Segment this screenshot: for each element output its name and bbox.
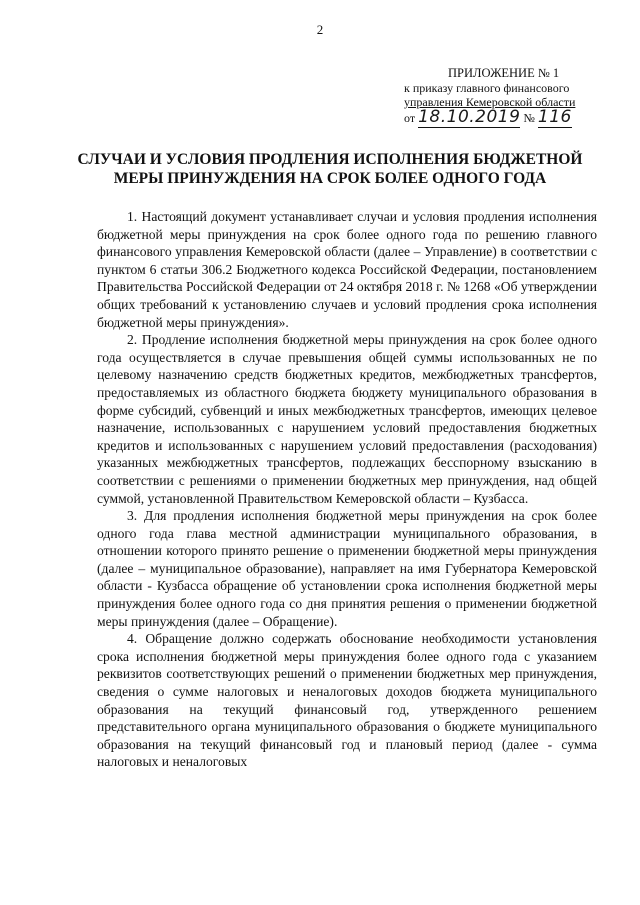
appendix-block: [404, 66, 604, 125]
page-number: 2: [316, 22, 324, 37]
appendix-title: ПРИЛОЖЕНИЕ № 1: [448, 66, 560, 80]
handwritten-date: 18.10.2019: [418, 106, 521, 127]
document-title-line-2: МЕРЫ ПРИНУЖДЕНИЯ НА СРОК БОЛЕЕ ОДНОГО ГОДА: [113, 170, 547, 187]
document-title-line-1: СЛУЧАИ И УСЛОВИЯ ПРОДЛЕНИЯ ИСПОЛНЕНИЯ БЮДЖЕТНОЙ: [77, 151, 583, 168]
paragraph-3: 3. Для продления исполнения бюджетной меры принуждения на срок более одного года глава местной администрации муниципального образования, в отношении которого принято решение о применении бюджетной меры принуждения (далее – муниципальное образование), направляет на имя Губернатора Кемеровской области - Кузбасса обращение об установлении срока исполнения бюджетной меры принуждения более одного года со дня принятия решения о применении бюджетной меры принуждения (далее – Обращение).: [97, 508, 597, 629]
date-prefix: от: [404, 110, 416, 125]
paragraph-4: 4. Обращение должно содержать обоснование необходимости установления срока исполнения бюджетной меры принуждения более одного года с указанием реквизитов соответствующих решений о применении бюджетных мер принуждения, сведения о сумме налоговых и неналоговых доходов бюджета муниципального образования на текущий финансовый год, утвержденного решением представительного органа муниципального образования о бюджете муниципального образования на текущий финансовый год и плановый период (далее - сумма налоговых и неналоговых: [97, 631, 597, 770]
paragraph-1: 1. Настоящий документ устанавливает случаи и условия продления исполнения бюджетной меры принуждения на срок более одного года по решению главного финансового управления Кемеровской области (далее – Управление) в соответствии с пунктом 6 статьи 306.2 Бюджетного кодекса Российской Федерации, постановлением Правительства Российской Федерации от 24 октября 2018 г. № 1268 «Об утверждении общих требований к установлению случаев и условий продления срока исполнения бюджетной меры принуждения».: [97, 209, 597, 330]
document-title: [60, 150, 600, 188]
appendix-line-2: управления Кемеровской области: [404, 95, 576, 109]
document-body: [97, 208, 597, 771]
paragraph-2: 2. Продление исполнения бюджетной меры принуждения на срок более одного года осуществляется в случае превышения общей суммы использованных не по целевому назначению средств бюджетных кредитов, межбюджетных трансфертов, предоставляемых из областного бюджета бюджету муниципального образования в форме субсидий, субвенций и иных межбюджетных трансфертов, имеющих целевое назначение, использованных с нарушением условий предоставления бюджетных кредитов и использованных с нарушением условий предоставления (расходования) указанных межбюджетных трансфертов, подлежащих бесспорному взысканию в соответствии с решениями о применении бюджетных мер принуждения, над общей суммой, установленной Правительством Кемеровской области – Кузбасса.: [97, 332, 597, 506]
number-prefix: №: [523, 110, 535, 125]
appendix-date-row: [404, 106, 604, 127]
handwritten-number: 116: [537, 106, 572, 127]
appendix-line-1: к приказу главного финансового: [404, 80, 570, 95]
